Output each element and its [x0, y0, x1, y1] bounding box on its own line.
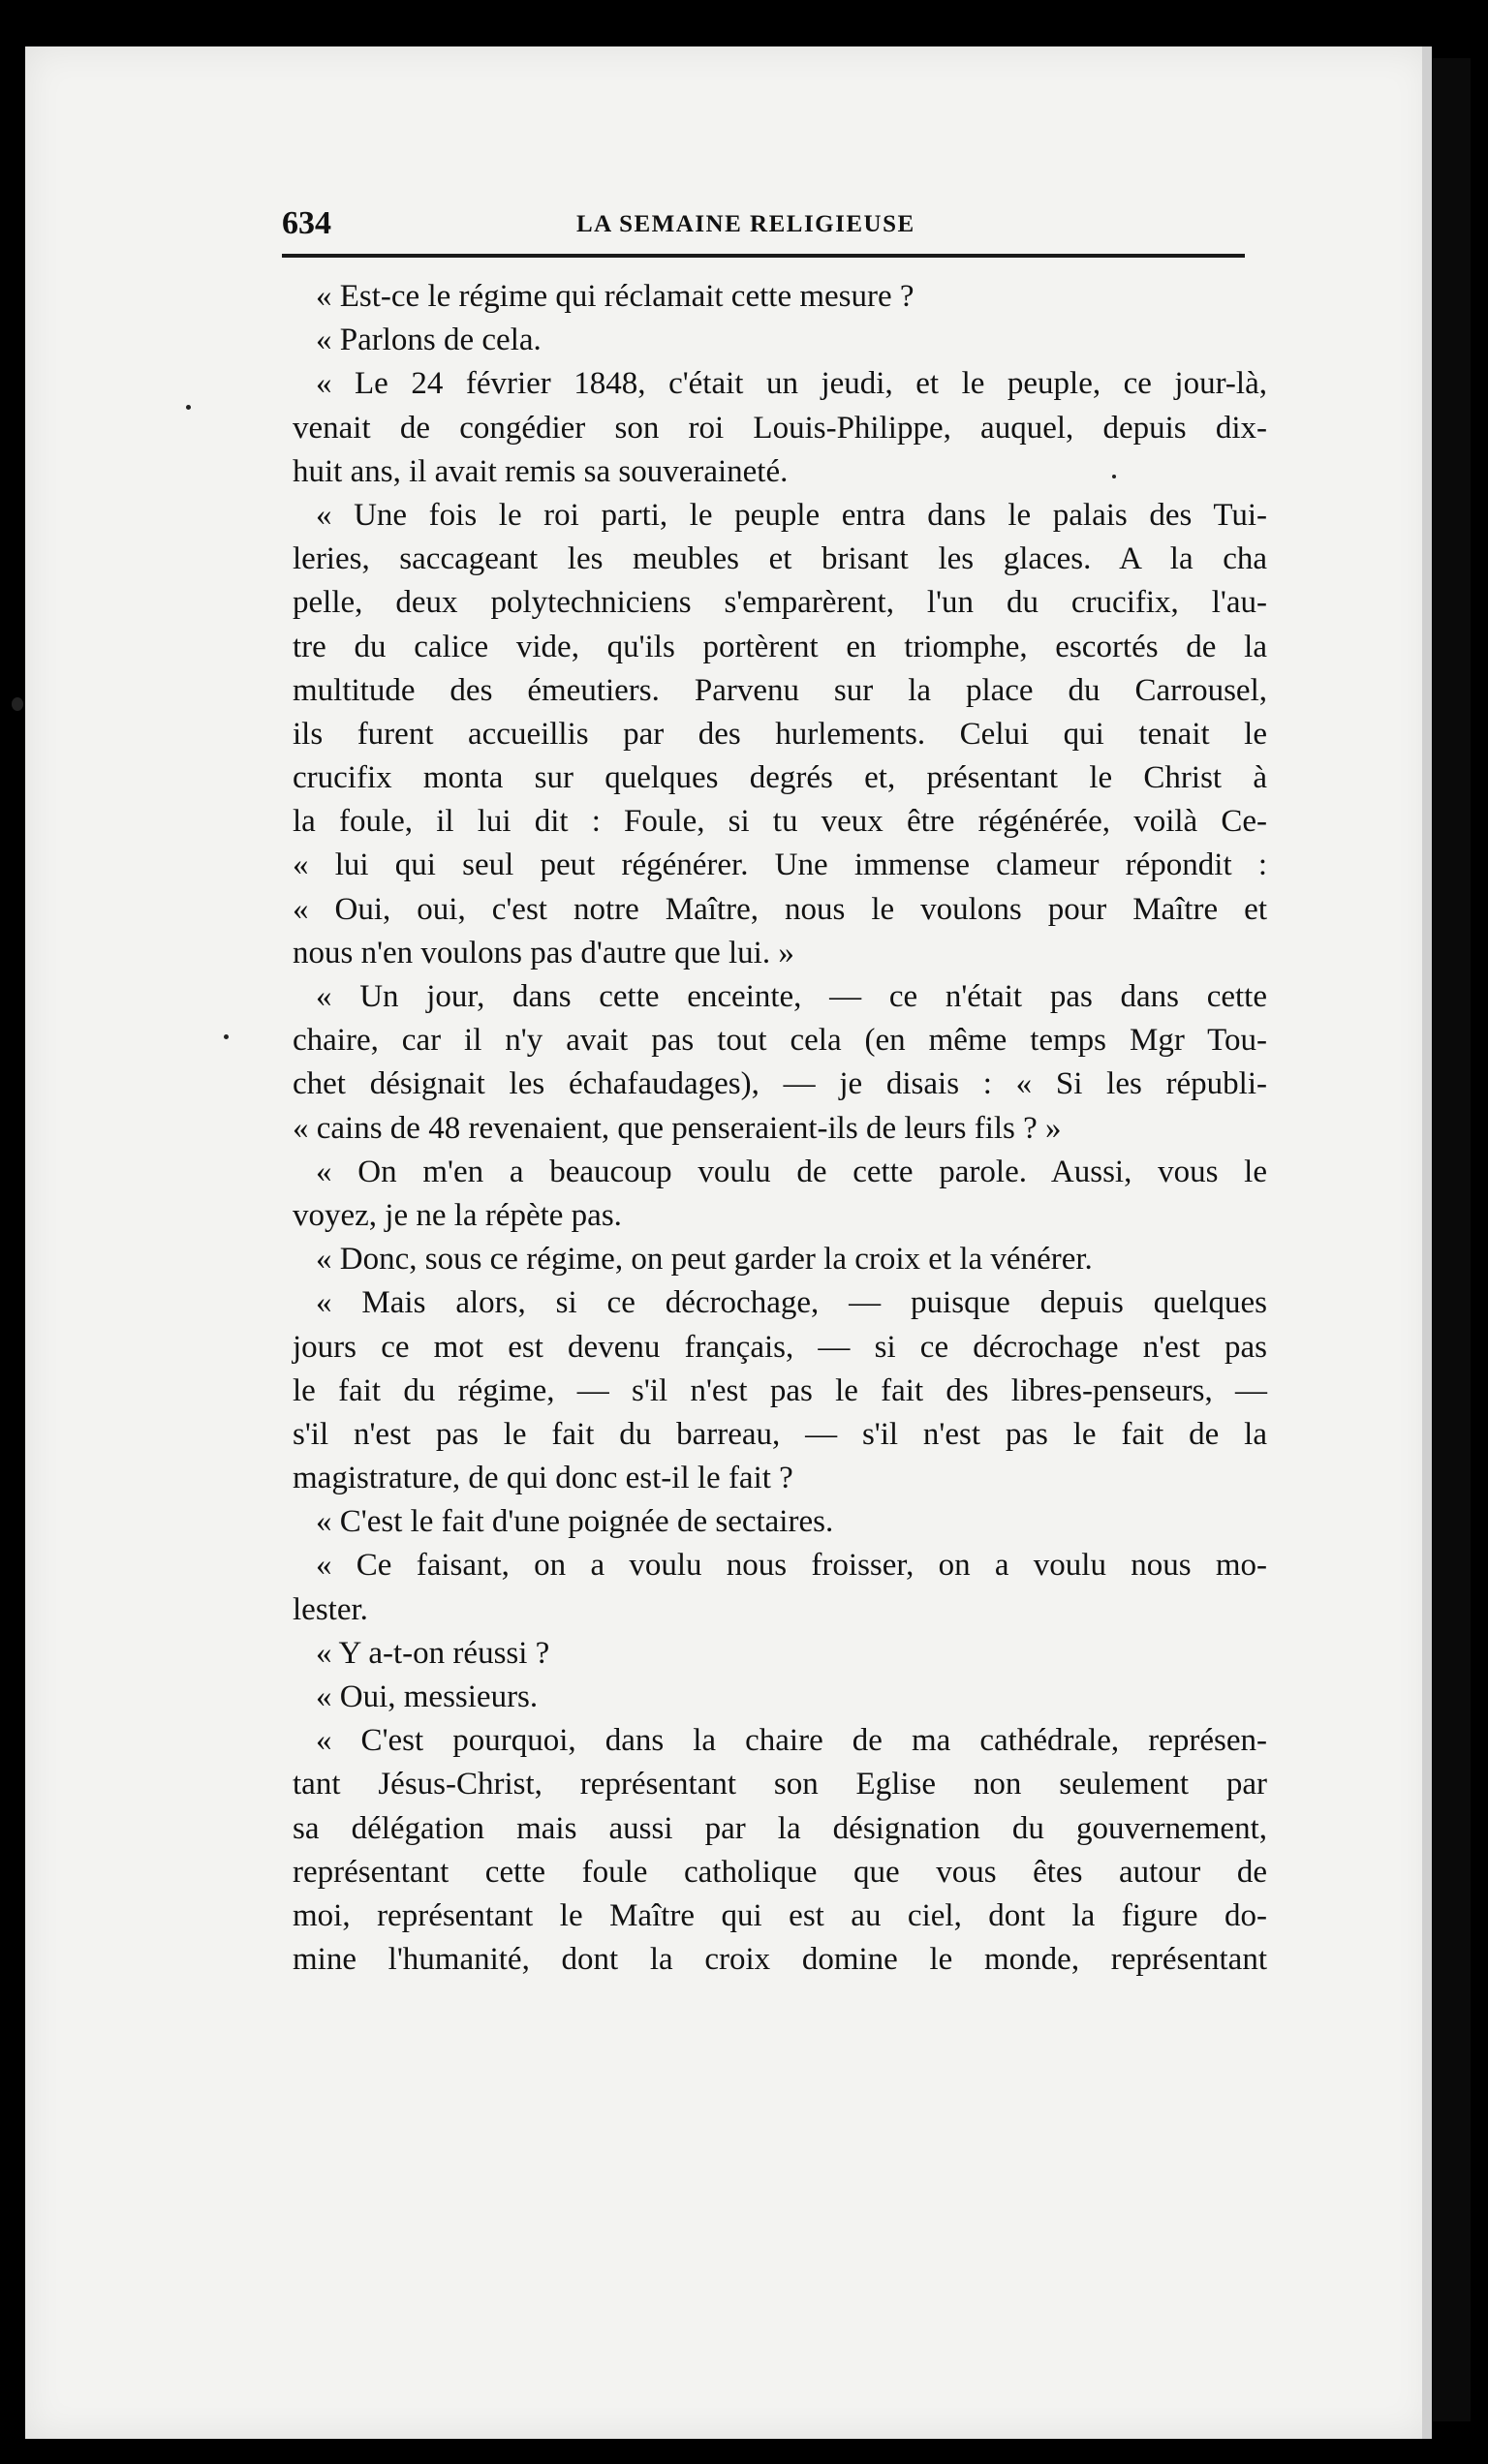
- text-line: « Un jour, dans cette enceinte, — ce n'était pas dans cette: [316, 979, 1267, 1014]
- scan-speck: [186, 405, 191, 410]
- text-line: « cains de 48 revenaient, que penseraient-ils de leurs fils ? »: [293, 1110, 1062, 1146]
- body-text: [293, 275, 1267, 1982]
- text-line: nous n'en voulons pas d'autre que lui. »: [293, 935, 794, 970]
- text-line: « Oui, messieurs.: [316, 1679, 539, 1714]
- text-line: « Ce faisant, on a voulu nous froisser, on a voulu nous mo-: [316, 1548, 1267, 1584]
- text-line: « Est-ce le régime qui réclamait cette mesure ?: [316, 279, 914, 314]
- text-line: voyez, je ne la répète pas.: [293, 1197, 622, 1233]
- text-line: crucifix monta sur quelques degrés et, présentant le Christ à: [293, 760, 1267, 796]
- text-line: chaire, car il n'y avait pas tout cela (en même temps Mgr Tou-: [293, 1023, 1267, 1059]
- text-line: lester.: [293, 1591, 368, 1627]
- text-line: multitude des émeutiers. Parvenu sur la place du Carrousel,: [293, 672, 1267, 708]
- text-line: mine l'humanité, dont la croix domine le monde, représentant: [293, 1942, 1267, 1978]
- text-line: « On m'en a beaucoup voulu de cette parole. Aussi, vous le: [316, 1154, 1267, 1189]
- text-line: s'il n'est pas le fait du barreau, — s'il n'est pas le fait de la: [293, 1416, 1267, 1452]
- text-line: « C'est pourquoi, dans la chaire de ma cathédrale, représen-: [316, 1723, 1267, 1759]
- text-line: « C'est le fait d'une poignée de sectaires.: [316, 1504, 834, 1540]
- text-line: huit ans, il avait remis sa souveraineté.: [293, 453, 789, 489]
- text-line: « Oui, oui, c'est notre Maître, nous le voulons pour Maître et: [293, 891, 1267, 927]
- scan-speck: [1112, 475, 1116, 478]
- text-line: le fait du régime, — s'il n'est pas le fait des libres-penseurs, —: [293, 1372, 1267, 1408]
- running-title: LA SEMAINE RELIGIEUSE: [576, 211, 915, 237]
- text-line: représentant cette foule catholique que vous êtes autour de: [293, 1854, 1267, 1890]
- scan-speck: [224, 1034, 229, 1039]
- text-line: « Y a-t-on réussi ?: [316, 1635, 550, 1671]
- text-line: « Le 24 février 1848, c'était un jeudi, et le peuple, ce jour-là,: [316, 366, 1267, 402]
- text-line: magistrature, de qui donc est-il le fait ?: [293, 1461, 793, 1496]
- page-number: 634: [282, 205, 331, 241]
- page-edge: [1422, 46, 1432, 2439]
- text-line: pelle, deux polytechniciens s'emparèrent, l'un du crucifix, l'au-: [293, 585, 1267, 621]
- text-line: venait de congédier son roi Louis-Philippe, auquel, depuis dix-: [293, 410, 1267, 446]
- page-header: [282, 205, 1245, 244]
- text-line: jours ce mot est devenu français, — si ce décrochage n'est pas: [293, 1329, 1267, 1365]
- header-rule: [282, 254, 1245, 258]
- text-line: tre du calice vide, qu'ils portèrent en triomphe, escortés de la: [293, 629, 1267, 664]
- text-line: « Parlons de cela.: [316, 323, 542, 358]
- adjacent-page-strip: [1432, 58, 1471, 2421]
- text-line: « Une fois le roi parti, le peuple entra dans le palais des Tui-: [316, 497, 1267, 533]
- text-line: tant Jésus-Christ, représentant son Eglise non seulement par: [293, 1767, 1267, 1802]
- text-line: « lui qui seul peut régénérer. Une immense clameur répondit :: [293, 847, 1267, 883]
- text-line: sa délégation mais aussi par la désignation du gouvernement,: [293, 1810, 1267, 1846]
- text-line: « Mais alors, si ce décrochage, — puisque depuis quelques: [316, 1285, 1267, 1321]
- text-line: ils furent accueillis par des hurlements. Celui qui tenait le: [293, 716, 1267, 752]
- text-line: la foule, il lui dit : Foule, si tu veux être régénérée, voilà Ce-: [293, 804, 1267, 840]
- text-line: moi, représentant le Maître qui est au ciel, dont la figure do-: [293, 1897, 1267, 1933]
- scan-speck: [12, 697, 23, 711]
- text-line: « Donc, sous ce régime, on peut garder la croix et la vénérer.: [316, 1242, 1093, 1278]
- text-line: chet désignait les échafaudages), — je disais : « Si les républi-: [293, 1066, 1267, 1102]
- text-line: leries, saccageant les meubles et brisant les glaces. A la cha: [293, 541, 1267, 577]
